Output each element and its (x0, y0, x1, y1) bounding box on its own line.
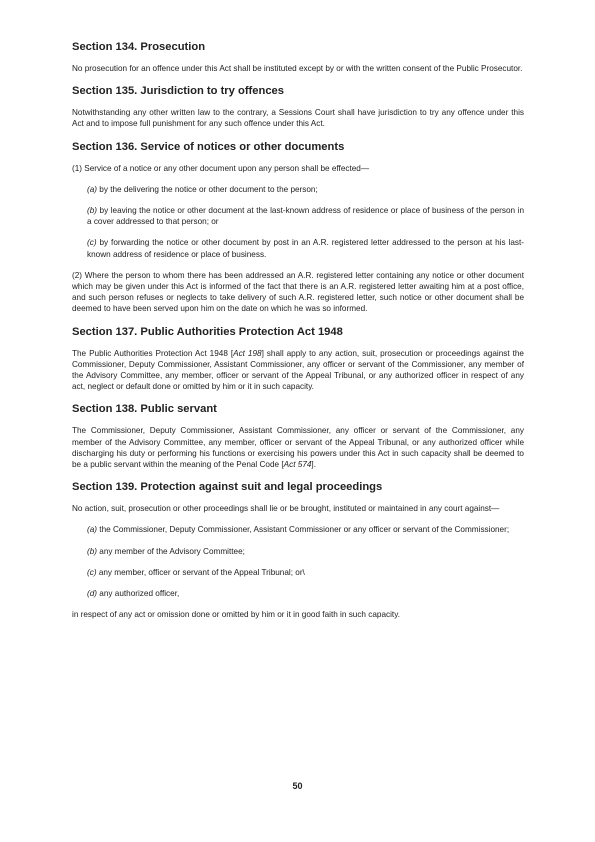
list-item (87, 524, 524, 535)
item-text: by forwarding the notice or other document by post in an A.R. registered letter addressed to the person at his last-known address of residence or place of business. (87, 238, 524, 259)
item-text: by leaving the notice or other document at the last-known address of residence or place of business of the person in a cover addressed to that person; or (87, 206, 524, 227)
text-run: ]. (311, 460, 316, 470)
page-number: 50 (292, 781, 303, 791)
item-text: any member of the Advisory Committee; (97, 546, 245, 556)
list-item (87, 567, 524, 578)
item-text: any authorized officer, (97, 589, 180, 599)
section-paragraph: No prosecution for an offence under this Act shall be instituted except by or with the written consent of the Public Prosecutor. (72, 64, 523, 73)
item-marker: (b) (87, 546, 98, 556)
section-heading: Section 136. Service of notices or other documents (72, 140, 345, 153)
section-138 (72, 402, 524, 470)
list-item (87, 205, 524, 227)
item-marker: (c) (87, 567, 97, 577)
item-text: by the delivering the notice or other document to the person; (97, 184, 318, 194)
section-139 (72, 480, 524, 620)
item-text: the Commissioner, Deputy Commissioner, Assistant Commissioner or any officer or servant of the Commissioner; (97, 525, 510, 535)
list-item (87, 546, 524, 557)
section-135 (72, 84, 524, 129)
act-reference: Act 198 (233, 348, 262, 358)
document-content (72, 40, 524, 630)
section-heading: Section 138. Public servant (72, 403, 217, 416)
section-paragraph (72, 348, 524, 393)
text-run: The Commissioner, Deputy Commissioner, Assistant Commissioner, any officer or servant of the Commissioner, any member of the Advisory Committee, any member, officer or servant of the Appeal Tribunal, or any authorized officer while discharging his duty or performing his functions or exercising his powers under this Act in such capacity shall be deemed to be a public servant within the meaning of the Penal Code [ (72, 426, 524, 470)
section-paragraph: (2) Where the person to whom there has been addressed an A.R. registered letter containing any notice or other document which may be given under this Act is informed of the fact that there is an A.R. registered letter awaiting him at a post office, and such person refuses or neglects to take delivery of such A.R. registered letter, such notice or other document shall be deemed to have been served upon him on the date on which he was so informed. (72, 270, 524, 314)
section-heading: Section 135. Jurisdiction to try offences (72, 85, 284, 98)
text-run: ] shall apply to any action, suit, prosecution or proceedings against the Commissioner, Deputy Commissioner, Assistant Commissioner, any officer or servant of the Commissioner, any member of the Advisory Committee, any member, officer or servant of the Appeal Tribunal, or any authorized officer in respect of any act, neglect or default done or omitted by him or it in such capacity. (72, 348, 524, 392)
list-item (87, 184, 524, 195)
item-text: any member, officer or servant of the Appeal Tribunal; or\ (96, 567, 305, 577)
section-paragraph: No action, suit, prosecution or other proceedings shall lie or be brought, instituted or maintained in any court against— (72, 504, 500, 514)
item-marker: (d) (87, 589, 98, 599)
section-paragraph: (1) Service of a notice or any other document upon any person shall be effected— (72, 163, 370, 173)
section-134 (72, 40, 524, 74)
list-item (87, 588, 524, 599)
section-heading: Section 134. Prosecution (72, 41, 206, 53)
section-137 (72, 325, 524, 393)
item-marker: (a) (87, 184, 98, 194)
section-paragraph: in respect of any act or omission done or omitted by him or it in good faith in such capacity. (72, 610, 400, 620)
section-136 (72, 140, 524, 315)
act-reference: Act 574 (283, 460, 312, 470)
item-marker: (b) (87, 206, 98, 216)
text-run: The Public Authorities Protection Act 1948 [ (72, 348, 234, 358)
section-paragraph: Notwithstanding any other written law to the contrary, a Sessions Court shall have jurisdiction to try any offence under this Act and to impose full punishment for any such offence under this Act. (72, 108, 524, 129)
section-paragraph (72, 425, 524, 470)
section-heading: Section 139. Protection against suit and legal proceedings (72, 481, 383, 494)
item-marker: (a) (87, 525, 98, 535)
list-item (87, 237, 524, 259)
section-heading: Section 137. Public Authorities Protection Act 1948 (72, 325, 343, 338)
item-marker: (c) (87, 238, 97, 248)
